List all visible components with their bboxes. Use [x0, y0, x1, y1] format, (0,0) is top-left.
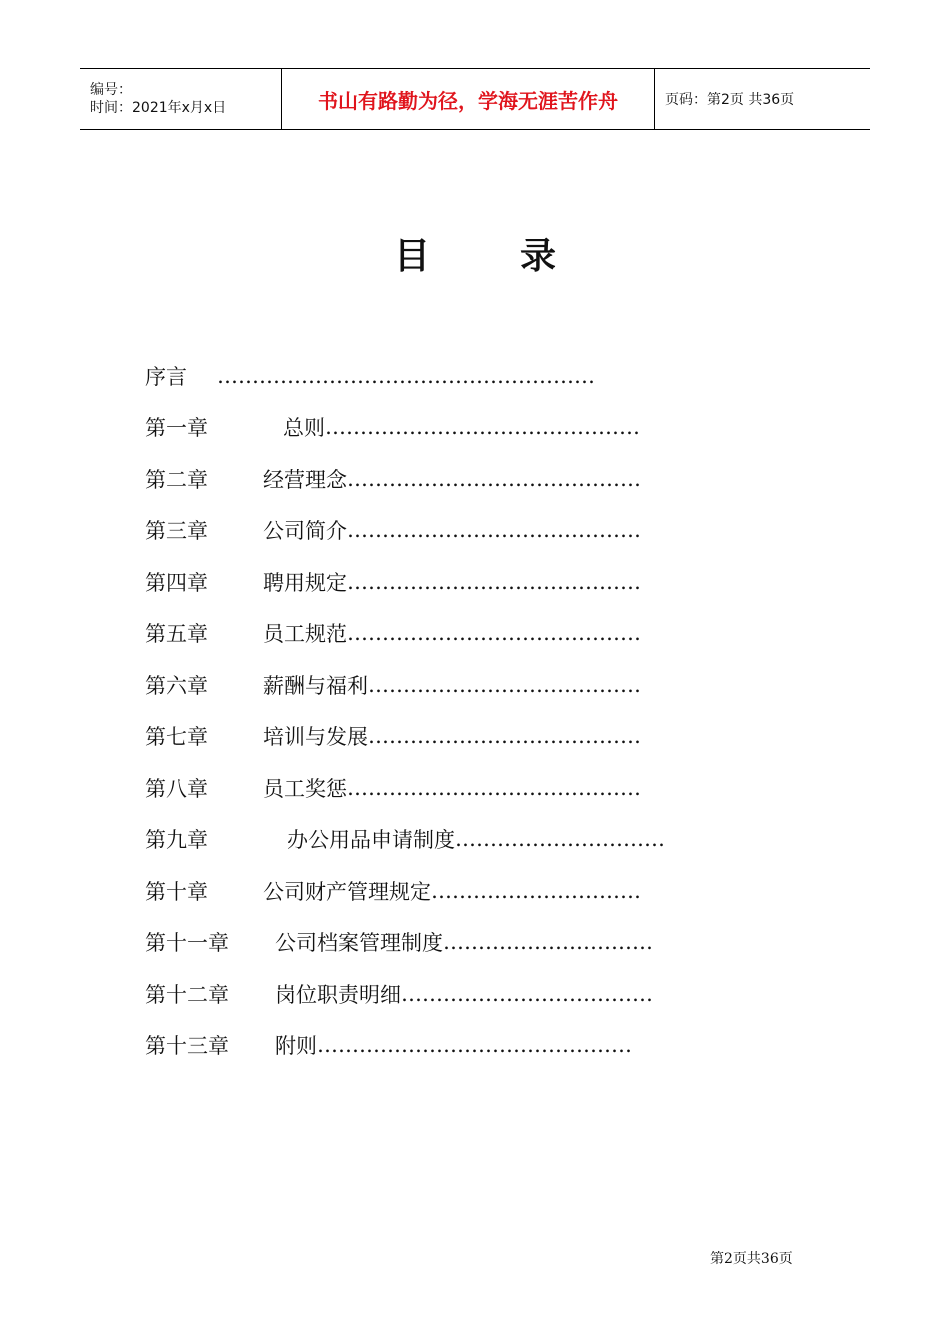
toc-chapter-label: 第十章	[145, 879, 208, 904]
toc-chapter-label: 第八章	[145, 776, 208, 801]
toc-entry[interactable]	[145, 762, 705, 814]
motto-text: 书山有路勤为径，学海无涯苦作舟	[318, 88, 618, 113]
toc-entry[interactable]	[145, 402, 705, 454]
table-of-contents	[145, 350, 705, 1071]
title-char-2: 录	[520, 236, 557, 277]
toc-chapter-label: 第九章	[145, 828, 208, 853]
toc-chapter-label: 第四章	[145, 570, 208, 595]
toc-leader-dots: …………………………………	[368, 724, 641, 749]
toc-chapter-name: 员工规范	[263, 622, 347, 647]
toc-leader-dots: …………………………	[443, 930, 653, 955]
toc-entry[interactable]	[145, 711, 705, 763]
toc-entry[interactable]	[145, 968, 705, 1020]
toc-chapter-label: 第一章	[145, 416, 208, 441]
toc-entry[interactable]	[145, 659, 705, 711]
toc-chapter-name: 经营理念	[263, 467, 347, 492]
toc-chapter-name: 员工奖惩	[263, 776, 347, 801]
header-page-cell	[655, 69, 870, 129]
toc-leader-dots: ……………………………………	[347, 775, 641, 800]
toc-leader-dots: ……………………………………	[347, 466, 641, 491]
toc-leader-dots: …………………………	[431, 878, 641, 903]
toc-chapter-name: 办公用品申请制度	[287, 828, 455, 853]
toc-chapter-label: 序言	[145, 364, 187, 389]
toc-chapter-name: 培训与发展	[263, 725, 368, 750]
toc-entry[interactable]	[145, 556, 705, 608]
toc-chapter-name: 总则	[283, 416, 325, 441]
toc-leader-dots: …………………………	[455, 827, 665, 852]
toc-chapter-label: 第十一章	[145, 931, 229, 956]
toc-leader-dots: ………………………………………………	[217, 363, 595, 388]
toc-leader-dots: ………………………………………	[325, 415, 640, 440]
toc-chapter-name: 公司财产管理规定	[263, 879, 431, 904]
page-info: 页码：第2页 共36页	[665, 92, 795, 108]
number-label: 编号：	[90, 82, 132, 98]
toc-chapter-label: 第三章	[145, 519, 208, 544]
time-label: 时间：2021年x月x日	[90, 100, 227, 116]
toc-entry[interactable]	[145, 350, 705, 402]
page-footer: 第2页共36页	[710, 1251, 793, 1267]
page-header	[80, 68, 870, 130]
toc-chapter-label: 第十三章	[145, 1034, 229, 1059]
toc-chapter-name: 公司简介	[263, 519, 347, 544]
toc-entry[interactable]	[145, 865, 705, 917]
toc-leader-dots: ……………………………………	[347, 518, 641, 543]
toc-chapter-label: 第五章	[145, 622, 208, 647]
toc-entry[interactable]	[145, 814, 705, 866]
toc-chapter-label: 第十二章	[145, 982, 229, 1007]
toc-entry[interactable]	[145, 505, 705, 557]
toc-leader-dots: ………………………………	[401, 981, 653, 1006]
toc-entry[interactable]	[145, 608, 705, 660]
toc-chapter-name: 薪酬与福利	[263, 673, 368, 698]
header-motto-cell	[282, 69, 655, 129]
toc-chapter-name: 聘用规定	[263, 570, 347, 595]
toc-leader-dots: ……………………………………	[347, 569, 641, 594]
toc-chapter-name: 岗位职责明细	[275, 982, 401, 1007]
toc-chapter-label: 第七章	[145, 725, 208, 750]
toc-entry[interactable]	[145, 917, 705, 969]
toc-entry[interactable]	[145, 1020, 705, 1072]
toc-chapter-name: 公司档案管理制度	[275, 931, 443, 956]
toc-leader-dots: ……………………………………	[347, 621, 641, 646]
toc-chapter-name: 附则	[275, 1034, 317, 1059]
toc-chapter-label: 第二章	[145, 467, 208, 492]
toc-leader-dots: …………………………………	[368, 672, 641, 697]
toc-entry[interactable]	[145, 453, 705, 505]
toc-chapter-label: 第六章	[145, 673, 208, 698]
header-meta-cell	[80, 69, 282, 129]
toc-leader-dots: ………………………………………	[317, 1033, 632, 1058]
title-char-1: 目	[393, 236, 430, 277]
page-title	[0, 228, 950, 279]
